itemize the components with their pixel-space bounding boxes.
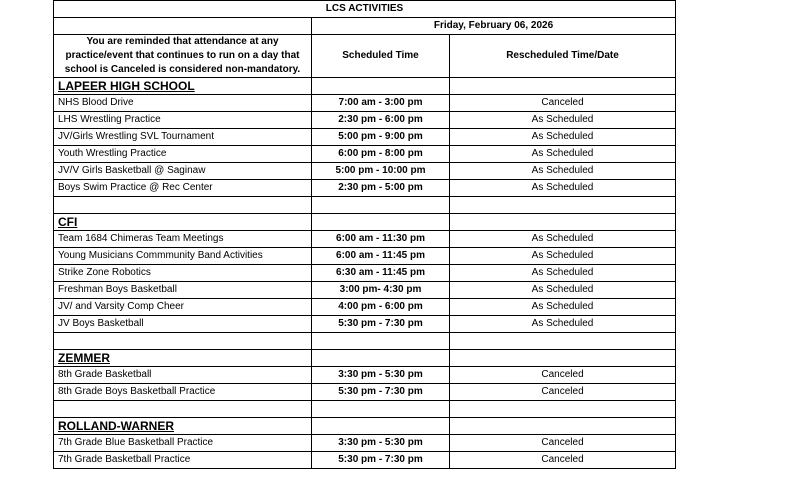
- activity-name: Youth Wrestling Practice: [54, 146, 312, 163]
- activity-name: Freshman Boys Basketball: [54, 282, 312, 299]
- title-row: [54, 1, 676, 18]
- blank-cell: [54, 197, 312, 214]
- page-title: LCS ACTIVITIES: [54, 1, 676, 18]
- scheduled-time-header: Scheduled Time: [312, 35, 450, 78]
- school-header-empty-cell: [450, 350, 676, 367]
- blank-cell: [450, 197, 676, 214]
- activity-row: [54, 435, 676, 452]
- activity-name: Young Musicians Commmunity Band Activities: [54, 248, 312, 265]
- status-cell: As Scheduled: [450, 282, 676, 299]
- activity-row: [54, 248, 676, 265]
- school-header-empty-cell: [312, 214, 450, 231]
- activity-name: 8th Grade Basketball: [54, 367, 312, 384]
- date-row: [54, 18, 676, 35]
- school-header-row: [54, 350, 676, 367]
- scheduled-time: 7:00 am - 3:00 pm: [312, 95, 450, 112]
- status-cell: Canceled: [450, 435, 676, 452]
- activity-name: Boys Swim Practice @ Rec Center: [54, 180, 312, 197]
- status-cell: As Scheduled: [450, 129, 676, 146]
- school-name: LAPEER HIGH SCHOOL: [54, 78, 312, 95]
- activity-row: [54, 180, 676, 197]
- blank-cell: [312, 197, 450, 214]
- school-header-empty-cell: [312, 78, 450, 95]
- scheduled-time: 2:30 pm - 6:00 pm: [312, 112, 450, 129]
- scheduled-time: 2:30 pm - 5:00 pm: [312, 180, 450, 197]
- school-header-empty-cell: [450, 418, 676, 435]
- school-header-empty-cell: [450, 214, 676, 231]
- status-cell: As Scheduled: [450, 248, 676, 265]
- activity-row: [54, 265, 676, 282]
- activity-row: [54, 129, 676, 146]
- blank-cell: [54, 333, 312, 350]
- activity-name: Strike Zone Robotics: [54, 265, 312, 282]
- scheduled-time: 3:30 pm - 5:30 pm: [312, 367, 450, 384]
- scheduled-time: 6:00 am - 11:30 pm: [312, 231, 450, 248]
- blank-cell: [54, 401, 312, 418]
- activity-name: JV/V Girls Basketball @ Saginaw: [54, 163, 312, 180]
- activity-row: [54, 316, 676, 333]
- status-cell: As Scheduled: [450, 265, 676, 282]
- activity-row: [54, 384, 676, 401]
- activity-name: 8th Grade Boys Basketball Practice: [54, 384, 312, 401]
- school-header-row: [54, 418, 676, 435]
- header-row: [54, 35, 676, 78]
- blank-row: [54, 401, 676, 418]
- school-name: ZEMMER: [54, 350, 312, 367]
- school-header-empty-cell: [312, 418, 450, 435]
- status-cell: Canceled: [450, 367, 676, 384]
- activity-row: [54, 163, 676, 180]
- blank-cell: [450, 333, 676, 350]
- school-header-empty-cell: [312, 350, 450, 367]
- status-cell: As Scheduled: [450, 180, 676, 197]
- scheduled-time: 5:30 pm - 7:30 pm: [312, 452, 450, 469]
- blank-cell: [312, 333, 450, 350]
- activity-name: JV/ and Varsity Comp Cheer: [54, 299, 312, 316]
- date-label: Friday, February 06, 2026: [312, 18, 676, 35]
- blank-cell: [312, 401, 450, 418]
- scheduled-time: 3:00 pm- 4:30 pm: [312, 282, 450, 299]
- scheduled-time: 6:00 am - 11:45 pm: [312, 248, 450, 265]
- activity-name: 7th Grade Basketball Practice: [54, 452, 312, 469]
- activity-name: Team 1684 Chimeras Team Meetings: [54, 231, 312, 248]
- status-cell: Canceled: [450, 452, 676, 469]
- school-header-row: [54, 214, 676, 231]
- activity-name: JV/Girls Wrestling SVL Tournament: [54, 129, 312, 146]
- activity-row: [54, 282, 676, 299]
- scheduled-time: 5:00 pm - 10:00 pm: [312, 163, 450, 180]
- activity-row: [54, 95, 676, 112]
- activities-table: [53, 0, 676, 469]
- school-header-empty-cell: [450, 78, 676, 95]
- status-cell: As Scheduled: [450, 163, 676, 180]
- status-cell: Canceled: [450, 95, 676, 112]
- attendance-reminder: You are reminded that attendance at any practice/event that continues to run on a day that school is Canceled is considered non-mandatory.: [54, 35, 312, 78]
- status-cell: As Scheduled: [450, 316, 676, 333]
- scheduled-time: 6:00 pm - 8:00 pm: [312, 146, 450, 163]
- school-name: CFI: [54, 214, 312, 231]
- scheduled-time: 6:30 am - 11:45 pm: [312, 265, 450, 282]
- activity-row: [54, 112, 676, 129]
- scheduled-time: 5:00 pm - 9:00 pm: [312, 129, 450, 146]
- scheduled-time: 3:30 pm - 5:30 pm: [312, 435, 450, 452]
- status-cell: Canceled: [450, 384, 676, 401]
- school-name: ROLLAND-WARNER: [54, 418, 312, 435]
- activity-name: JV Boys Basketball: [54, 316, 312, 333]
- activity-name: 7th Grade Blue Basketball Practice: [54, 435, 312, 452]
- activity-row: [54, 367, 676, 384]
- status-cell: As Scheduled: [450, 299, 676, 316]
- status-cell: As Scheduled: [450, 231, 676, 248]
- activity-row: [54, 299, 676, 316]
- school-header-row: [54, 78, 676, 95]
- status-cell: As Scheduled: [450, 146, 676, 163]
- blank-cell: [450, 401, 676, 418]
- blank-row: [54, 197, 676, 214]
- blank-row: [54, 333, 676, 350]
- scheduled-time: 4:00 pm - 6:00 pm: [312, 299, 450, 316]
- activity-name: LHS Wrestling Practice: [54, 112, 312, 129]
- scheduled-time: 5:30 pm - 7:30 pm: [312, 316, 450, 333]
- activity-row: [54, 452, 676, 469]
- activity-row: [54, 146, 676, 163]
- scheduled-time: 5:30 pm - 7:30 pm: [312, 384, 450, 401]
- activity-name: NHS Blood Drive: [54, 95, 312, 112]
- activity-row: [54, 231, 676, 248]
- date-spacer-cell: [54, 18, 312, 35]
- status-cell: As Scheduled: [450, 112, 676, 129]
- rescheduled-time-header: Rescheduled Time/Date: [450, 35, 676, 78]
